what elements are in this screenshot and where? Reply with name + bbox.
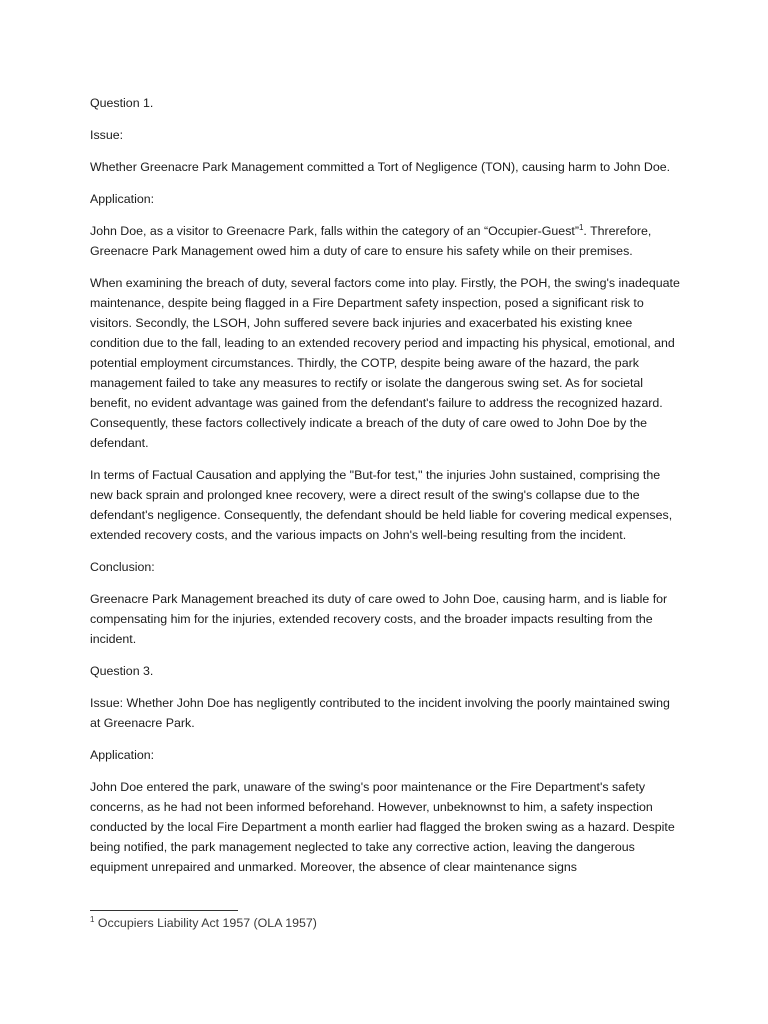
duty-text-end: . Threrefore, Greenacre Park Management owed him a duty of care to ensure his safety while on their premises.	[90, 224, 652, 258]
breach-paragraph: When examining the breach of duty, several factors come into play. Firstly, the POH, the swing's inadequate maintenance, despite being flagged in a Fire Department safety inspection, posed a significant risk to visitors. Secondly, the LSOH, John suffered severe back injuries and exacerbated his existing knee condition due to the fall, leading to an extended recovery period and impacting his physical, emotional, and potential employment circumstances. Thirdly, the COTP, despite being aware of the hazard, the park management failed to take any measures to rectify or isolate the dangerous swing set. As for societal benefit, no evident advantage was gained from the defendant's failure to address the recognized hazard. Consequently, these factors collectively indicate a breach of the duty of care owed to John Doe by the defendant.	[90, 276, 680, 450]
duty-text-start: John Doe, as a visitor to Greenacre Park, falls within the category of an “Occupier-Guest”	[90, 224, 579, 238]
question-3-heading: Question 3.	[90, 664, 154, 678]
issue-label: Issue:	[90, 128, 124, 142]
question-1-heading: Question 1.	[90, 96, 154, 110]
q3-application-label: Application:	[90, 748, 155, 762]
causation-paragraph: In terms of Factual Causation and applying the "But-for test," the injuries John sustained, comprising the new back sprain and prolonged knee recovery, were a direct result of the swing's collapse due to the defendant's negligence. Consequently, the defendant should be held liable for covering medical expenses, extended recovery costs, and the various impacts on John's well-being resulting from the incident.	[90, 468, 673, 542]
q3-application-paragraph: John Doe entered the park, unaware of the swing's poor maintenance or the Fire Department's safety concerns, as he had not been informed beforehand. However, unbeknownst to him, a safety inspection conducted by the local Fire Department a month earlier had flagged the broken swing as a hazard. Despite being notified, the park management neglected to take any corrective action, leaving the dangerous equipment unrepaired and unmarked. Moreover, the absence of clear maintenance signs	[90, 780, 675, 874]
footnote	[90, 914, 317, 932]
q3-issue-text: Issue: Whether John Doe has negligently contributed to the incident involving the poorly maintained swing at Greenacre Park.	[90, 696, 670, 730]
document-body	[90, 93, 680, 889]
footnote-marker: 1	[90, 914, 95, 924]
application-label: Application:	[90, 192, 155, 206]
footnote-text: Occupiers Liability Act 1957 (OLA 1957)	[94, 916, 317, 930]
issue-text: Whether Greenacre Park Management committed a Tort of Negligence (TON), causing harm to John Doe.	[90, 160, 671, 174]
duty-of-care-paragraph	[90, 221, 680, 261]
conclusion-text: Greenacre Park Management breached its duty of care owed to John Doe, causing harm, and is liable for compensating him for the injuries, extended recovery costs, and the broader impacts resulting from the incident.	[90, 592, 668, 646]
footnote-separator	[90, 910, 238, 911]
footnote-reference: 1	[578, 222, 584, 232]
conclusion-label: Conclusion:	[90, 560, 155, 574]
